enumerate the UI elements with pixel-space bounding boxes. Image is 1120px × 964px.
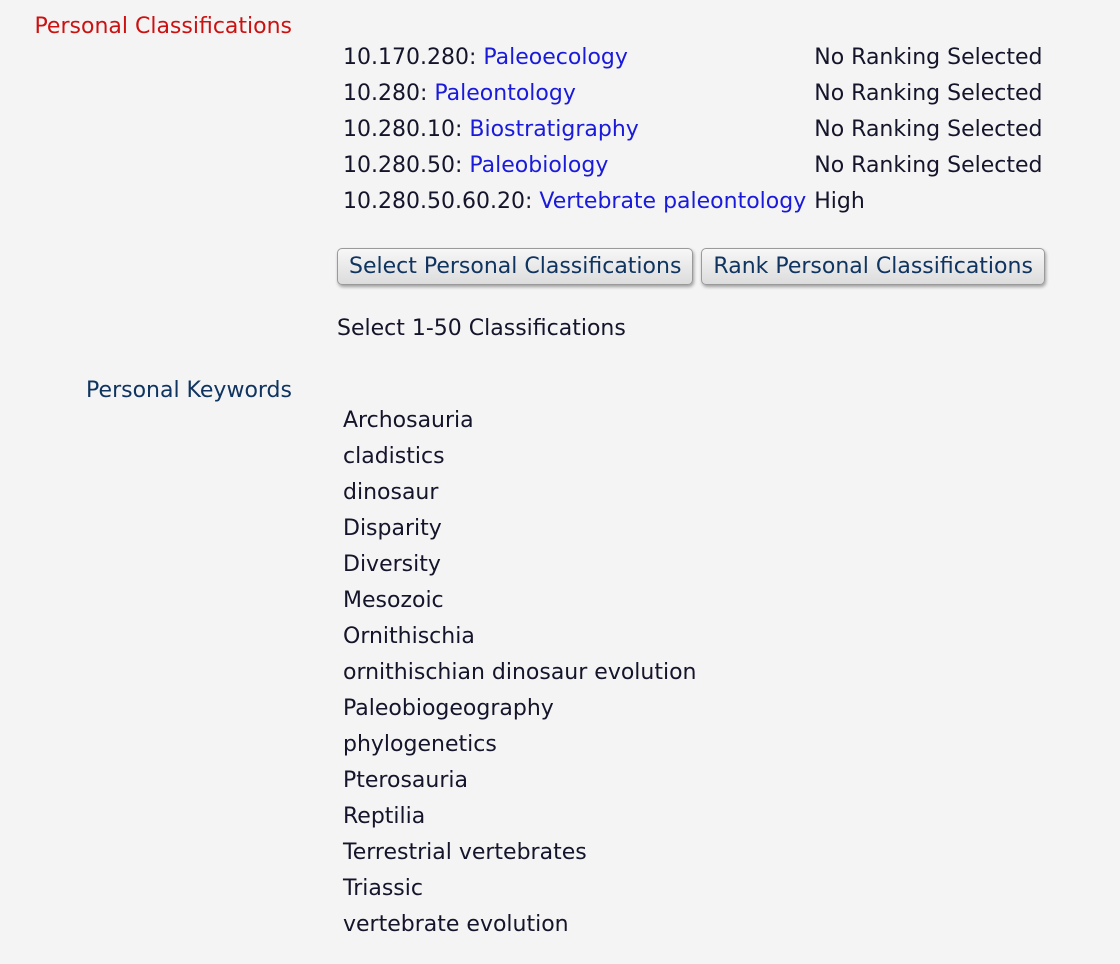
- classification-code: 10.170.280:: [343, 44, 477, 70]
- keyword-item: Triassic: [343, 876, 423, 901]
- personal-keywords-label: Personal Keywords: [86, 378, 292, 403]
- keyword-item: Terrestrial vertebrates: [343, 840, 587, 865]
- select-classifications-button[interactable]: Select Personal Classifications: [337, 248, 693, 285]
- keyword-item: Ornithischia: [343, 624, 475, 649]
- classification-ranking: No Ranking Selected: [814, 116, 1043, 142]
- classification-link-paleontology[interactable]: Paleontology: [434, 80, 576, 106]
- classification-row: [343, 147, 1043, 183]
- classification-code: 10.280.50.60.20:: [343, 188, 533, 214]
- keyword-item: Diversity: [343, 552, 441, 577]
- classification-row: [343, 75, 1043, 111]
- keyword-item: Paleobiogeography: [343, 696, 554, 721]
- classification-link-paleobiology[interactable]: Paleobiology: [469, 152, 609, 178]
- keyword-item: vertebrate evolution: [343, 912, 569, 937]
- classification-row: [343, 183, 1043, 219]
- keyword-item: Disparity: [343, 516, 442, 541]
- classifications-hint: Select 1-50 Classifications: [337, 316, 626, 341]
- classification-row: [343, 111, 1043, 147]
- keywords-list: [343, 403, 697, 943]
- classification-code: 10.280.10:: [343, 116, 463, 142]
- keyword-item: cladistics: [343, 444, 445, 469]
- keyword-item: dinosaur: [343, 480, 439, 505]
- classification-code: 10.280:: [343, 80, 428, 106]
- keyword-item: Mesozoic: [343, 588, 444, 613]
- keyword-item: Reptilia: [343, 804, 426, 829]
- rank-classifications-button[interactable]: Rank Personal Classifications: [701, 248, 1045, 285]
- classification-ranking: No Ranking Selected: [814, 44, 1043, 70]
- classification-ranking: No Ranking Selected: [814, 152, 1043, 178]
- classifications-table: [343, 39, 1043, 219]
- classification-ranking: No Ranking Selected: [814, 80, 1043, 106]
- keyword-item: phylogenetics: [343, 732, 497, 757]
- keyword-item: Archosauria: [343, 408, 474, 433]
- personal-classifications-label: Personal Classifications: [34, 14, 292, 39]
- classification-code: 10.280.50:: [343, 152, 463, 178]
- classification-link-biostratigraphy[interactable]: Biostratigraphy: [469, 116, 639, 142]
- keyword-item: Pterosauria: [343, 768, 468, 793]
- classification-actions: [337, 248, 1045, 285]
- keyword-item: ornithischian dinosaur evolution: [343, 660, 697, 685]
- classification-ranking: High: [814, 188, 865, 214]
- classification-row: [343, 39, 1043, 75]
- classification-link-paleoecology[interactable]: Paleoecology: [483, 44, 628, 70]
- classification-link-vertebrate-paleontology[interactable]: Vertebrate paleontology: [539, 188, 807, 214]
